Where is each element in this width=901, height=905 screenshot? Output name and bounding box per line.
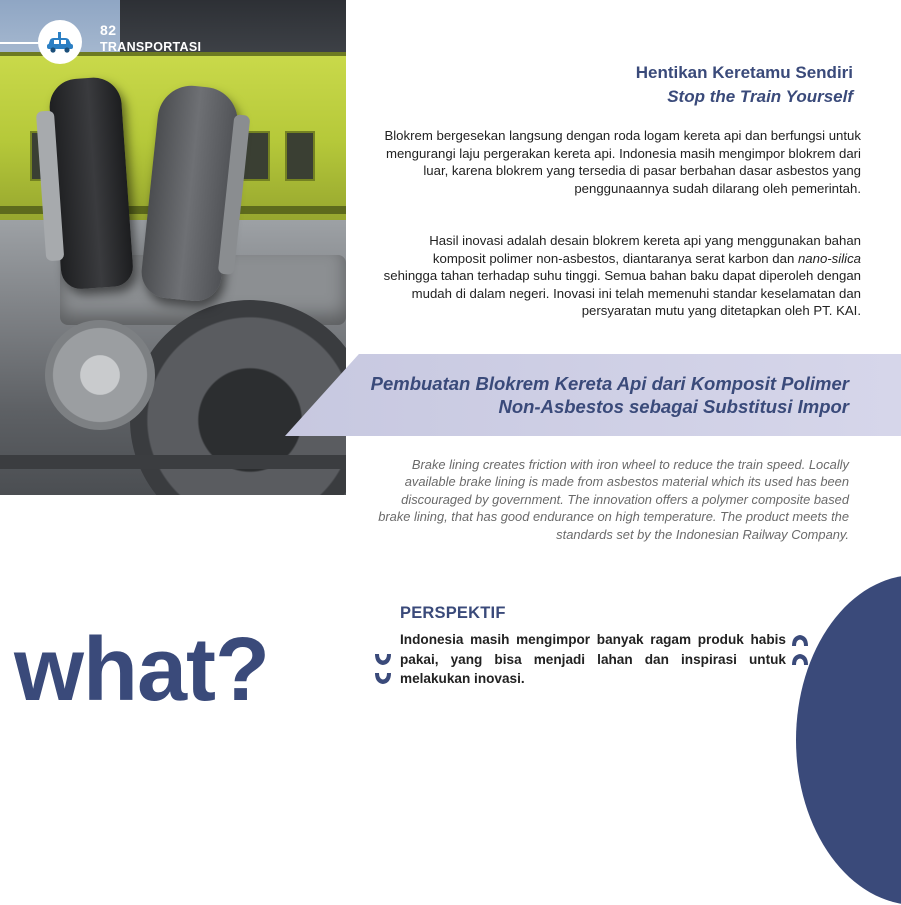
- train-brake-photo: [0, 0, 346, 495]
- open-quote-icon: [790, 652, 810, 666]
- open-quote-icon: [790, 633, 810, 647]
- paragraph-innovation: [380, 232, 861, 320]
- car-icon: [45, 31, 75, 53]
- close-quote-icon: [373, 653, 393, 667]
- brake-block-dark: [48, 76, 134, 291]
- paragraph-problem: Blokrem bergesekan langsung dengan roda logam kereta api dan berfungsi untuk mengurangi laju pergerakan kereta api. Indonesia masih mengimpor blokrem dari luar, karena blokrem yang tersedia di pasar berbahan dasar asbestos yang penggunaannya sudah dilarang oleh pemerintah.: [384, 128, 861, 196]
- axle-hub: [45, 320, 155, 430]
- perspektif-body: Indonesia masih mengimpor banyak ragam produk habis pakai, yang bisa menjadi lahan dan inspirasi untuk melakukan inovasi.: [400, 632, 786, 686]
- train-window: [285, 131, 315, 181]
- paragraph-innovation-part2: sehingga tahan terhadap suhu tinggi. Semua bahan baku dapat diperoleh dengan mudah di dalam negeri. Inovasi ini telah memenuhi standar keselamatan dan persyaratan mutu yang ditetapkan oleh PT. KAI.: [383, 268, 861, 319]
- section-icon-badge: [38, 20, 82, 64]
- page-number: 82: [100, 22, 117, 38]
- article-title: Hentikan Keretamu Sendiri: [635, 63, 853, 82]
- banner-title-line1: Pembuatan Blokrem Kereta Api dari Komposit Polimer: [370, 373, 849, 394]
- decorative-corner-shape: [796, 575, 901, 905]
- paragraph-innovation-part1: Hasil inovasi adalah desain blokrem kereta api yang menggunakan bahan komposit polimer non-asbestos, diantaranya serat karbon dan: [429, 233, 861, 266]
- perspektif-heading: PERSPEKTIF: [400, 604, 506, 622]
- what-label: what?: [14, 620, 269, 720]
- article-title-english: Stop the Train Yourself: [667, 87, 853, 106]
- section-label: TRANSPORTASI: [100, 40, 202, 54]
- rail: [0, 455, 346, 469]
- paragraph-innovation-italic: nano-silica: [797, 250, 861, 266]
- banner-title: [371, 372, 849, 418]
- banner-title-line2: Non-Asbestos sebagai Substitusi Impor: [498, 396, 849, 417]
- close-quote-icon: [373, 672, 393, 686]
- english-summary: Brake lining creates friction with iron wheel to reduce the train speed. Locally available brake lining is made from asbestos material which its used has been discouraged by government. The innovation offers a polymer composite based brake lining, that has good endurance on high temperature. The product meets the standards set by the Indonesian Railway Company.: [378, 457, 849, 542]
- header-rule: [0, 42, 40, 44]
